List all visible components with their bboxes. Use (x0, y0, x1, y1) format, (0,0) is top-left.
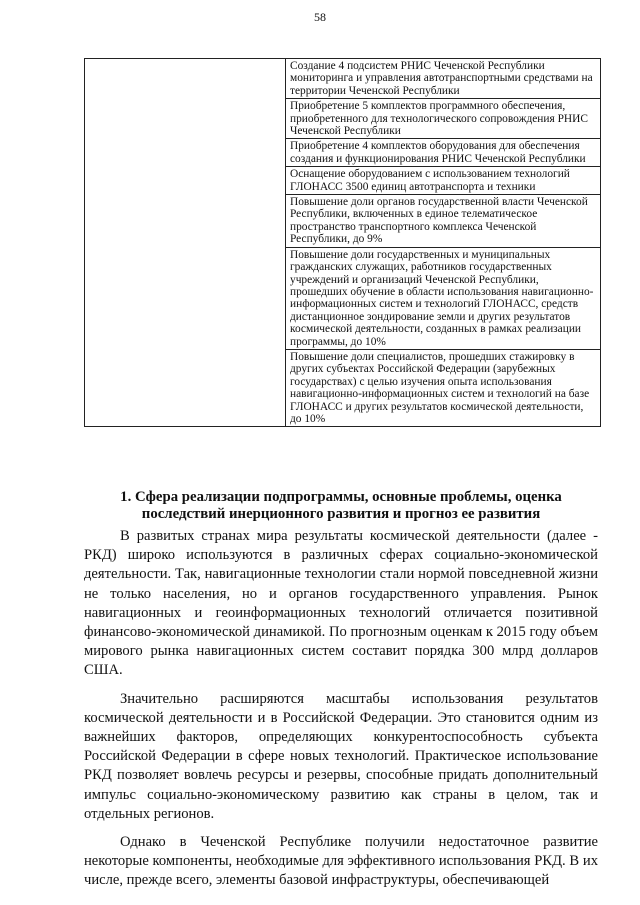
paragraph: В развитых странах мира результаты космической деятельности (далее - РКД) широко используются в различных сферах социально-экономической деятельности. Так, навигационные технологии стали нормой повседневной жизни не только населения, но и органов государственного управления. Рынок навигационных и геоинформационных технологий отличается позитивной финансово-экономической динамикой. По прогнозным оценкам к 2015 году объем мирового рынка навигационных систем составит порядка 300 млрд долларов США. (84, 528, 598, 679)
page-number: 58 (314, 10, 326, 24)
indicator-item: Оснащение оборудованием с использованием технологий ГЛОНАСС 3500 единиц автотранспорта и техники (286, 167, 600, 195)
paragraph: Значительно расширяются масштабы использования результатов космической деятельности и в Российской Федерации. Это становится одним из важнейших факторов, определяющих конкурентоспособность субъекта Российской Федерации в сфере новых технологий. Практическое использование РКД позволяет вовлечь ресурсы и резервы, способные придать дополнительный импульс социально-экономическому развитию как страны в целом, так и отдельных регионов. (84, 690, 598, 822)
indicator-item: Приобретение 5 комплектов программного обеспечения, приобретенного для технологического сопровождения РНИС Чеченской Республики (286, 99, 600, 139)
table-left-cell (85, 59, 286, 427)
section-heading: 1. Сфера реализации подпрограммы, основные проблемы, оценка последствий инерционного развития и прогноз ее развития (120, 489, 562, 522)
indicator-item: Приобретение 4 комплектов оборудования для обеспечения создания и функционирования РНИС Чеченской Республики (286, 139, 600, 167)
indicator-item: Повышение доли государственных и муниципальных гражданских служащих, работников государственных учреждений и организаций Чеченской Республики, прошедших обучение в области использования навигационно-информационных систем и технологий ГЛОНАСС, средств дистанционное зондирование земли и других результатов космической деятельности, созданных в рамках реализации программы, до 10% (286, 248, 600, 350)
indicator-item: Создание 4 подсистем РНИС Чеченской Республики мониторинга и управления автотранспортными средствами на территории Чеченской Республики (286, 59, 600, 99)
table-right-cell (286, 59, 601, 427)
indicator-item: Повышение доли органов государственной власти Чеченской Республики, включенных в единое телематическое пространство транспортного комплекса Чеченской Республики, до 9% (286, 195, 600, 248)
indicator-item: Повышение доли специалистов, прошедших стажировку в других субъектах Российской Федерации (зарубежных государствах) с целью изучения опыта использования навигационно-информационных систем и технологий на базе ГЛОНАСС и других результатов космической деятельности, до 10% (290, 350, 590, 425)
section-body (84, 527, 598, 891)
table-row (85, 59, 601, 427)
paragraph: Однако в Чеченской Республике получили недостаточное развитие некоторые компоненты, необходимые для эффективного использования РКД. В их числе, прежде всего, элементы базовой инфраструктуры, обеспечивающей (84, 834, 598, 889)
results-table (84, 58, 601, 427)
